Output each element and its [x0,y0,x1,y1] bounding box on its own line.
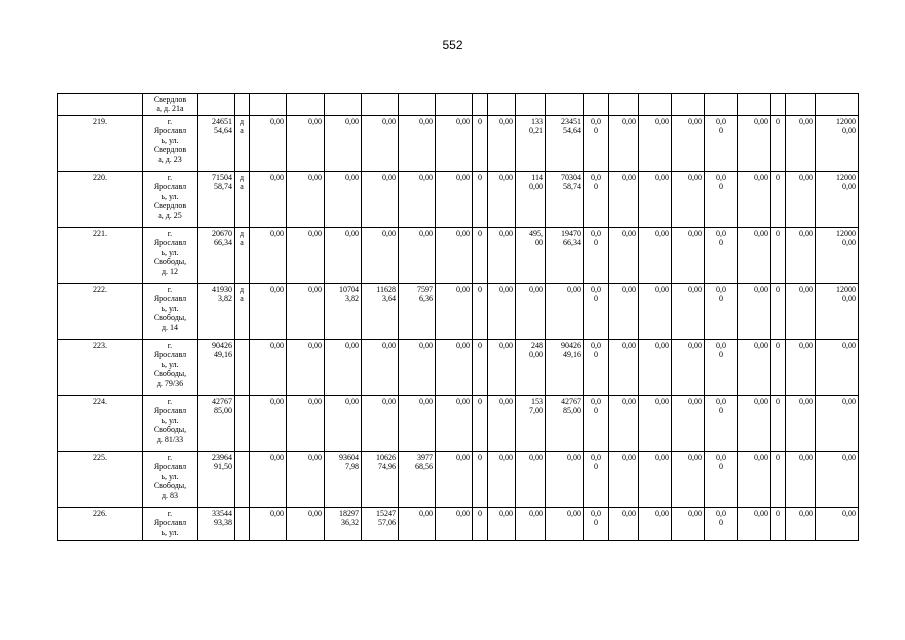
value-cell-c8: 3977 68,56 [399,452,436,508]
value-cell-c5: 0,00 [287,452,325,508]
table-row [58,452,859,508]
value-cell-c14: 0,0 0 [584,228,609,284]
value-cell-c19: 0,00 [738,284,771,340]
value-cell-c22: 0,00 [816,452,859,508]
value-cell-c21: 0,00 [786,396,816,452]
value-cell-c10: 0 [473,396,488,452]
value-cell-c6: 10704 3,82 [325,284,362,340]
value-cell-c18: 0,0 0 [705,172,738,228]
value-cell-c17: 0,00 [672,228,705,284]
data-table [57,93,859,541]
value-cell-c4: 0,00 [250,340,287,396]
value-cell-c16: 0,00 [639,340,672,396]
value-cell-c2: 33544 93,38 [198,508,235,541]
value-cell-c20: 0 [771,340,786,396]
value-cell-c2: 71504 58,74 [198,172,235,228]
value-cell-c11: 0,00 [488,508,516,541]
value-cell-c17: 0,00 [672,116,705,172]
address-cell: г. Ярославл ь, ул. Свободы, д. 14 [143,284,198,340]
value-cell-c2: 23964 91,50 [198,452,235,508]
value-cell-c10: 0 [473,172,488,228]
table-row [58,508,859,541]
value-cell-c14: 0,0 0 [584,452,609,508]
value-cell-c10: 0 [473,116,488,172]
value-cell-c3 [235,508,250,541]
value-cell-c20: 0 [771,396,786,452]
table-row [58,284,859,340]
value-cell-c4: 0,00 [250,172,287,228]
value-cell-c6: 18297 36,32 [325,508,362,541]
value-cell-c15: 0,00 [609,452,639,508]
value-cell-c12: 248 0,00 [516,340,546,396]
value-cell-c2: 24651 54,64 [198,116,235,172]
address-cell: г. Ярославл ь, ул. Свободы, д. 81/33 [143,396,198,452]
value-cell-c19: 0,00 [738,508,771,541]
address-cell: Свердлов а, д. 21а [143,94,198,116]
value-cell-c7: 15247 57,06 [362,508,399,541]
value-cell-c7: 0,00 [362,340,399,396]
value-cell-c13: 0,00 [546,284,584,340]
row-number-cell: 226. [58,508,143,541]
value-cell-c17: 0,00 [672,396,705,452]
value-cell-c18: 0,0 0 [705,452,738,508]
row-number-cell: 222. [58,284,143,340]
value-cell-c12: 153 7,00 [516,396,546,452]
value-cell-c13: 42767 85,00 [546,396,584,452]
value-cell-c9: 0,00 [436,116,473,172]
value-cell-c6: 93604 7,98 [325,452,362,508]
address-cell: г. Ярославл ь, ул. Свободы, д. 79/36 [143,340,198,396]
value-cell-c17: 0,00 [672,452,705,508]
value-cell-c7: 0,00 [362,116,399,172]
value-cell-c8: 0,00 [399,172,436,228]
value-cell-c6: 0,00 [325,172,362,228]
value-cell-c6: 0,00 [325,116,362,172]
value-cell-c15: 0,00 [609,116,639,172]
value-cell-c5: 0,00 [287,284,325,340]
value-cell-c3 [235,396,250,452]
value-cell-c5: 0,00 [287,508,325,541]
value-cell-c10: 0 [473,340,488,396]
value-cell-c5: 0,00 [287,340,325,396]
value-cell-c22: 0,00 [816,340,859,396]
value-cell-c13: 23451 54,64 [546,116,584,172]
value-cell-c11: 0,00 [488,284,516,340]
value-cell-c21: 0,00 [786,228,816,284]
value-cell-c13: 90426 49,16 [546,340,584,396]
value-cell-c9: 0,00 [436,396,473,452]
value-cell-c10: 0 [473,228,488,284]
value-cell-c19: 0,00 [738,452,771,508]
value-cell-c16: 0,00 [639,508,672,541]
value-cell-c8: 0,00 [399,508,436,541]
value-cell-c6: 0,00 [325,396,362,452]
value-cell-c15: 0,00 [609,508,639,541]
value-cell-c12: 114 0,00 [516,172,546,228]
value-cell-c4: 0,00 [250,452,287,508]
value-cell-c4: 0,00 [250,508,287,541]
value-cell-c16: 0,00 [639,396,672,452]
value-cell-c7: 0,00 [362,172,399,228]
value-cell-c19: 0,00 [738,172,771,228]
value-cell-c9: 0,00 [436,508,473,541]
value-cell-c12: 0,00 [516,452,546,508]
value-cell-c21: 0,00 [786,116,816,172]
carryover-row [58,94,859,116]
value-cell-c21: 0,00 [786,508,816,541]
value-cell-c2: 90426 49,16 [198,340,235,396]
value-cell-c18: 0,0 0 [705,116,738,172]
value-cell-c21: 0,00 [786,340,816,396]
table-row [58,340,859,396]
value-cell-c17: 0,00 [672,340,705,396]
value-cell-c20: 0 [771,172,786,228]
address-cell: г. Ярославл ь, ул. [143,508,198,541]
value-cell-c18: 0,0 0 [705,340,738,396]
value-cell-c11: 0,00 [488,116,516,172]
value-cell-c22: 0,00 [816,508,859,541]
value-cell-c22: 12000 0,00 [816,228,859,284]
value-cell-c11: 0,00 [488,340,516,396]
table-row [58,228,859,284]
value-cell-c3 [235,452,250,508]
value-cell-c13: 19470 66,34 [546,228,584,284]
value-cell-c11: 0,00 [488,172,516,228]
row-number-cell: 225. [58,452,143,508]
value-cell-c4: 0,00 [250,396,287,452]
value-cell-c13: 70304 58,74 [546,172,584,228]
value-cell-c22: 0,00 [816,396,859,452]
value-cell-c10: 0 [473,452,488,508]
value-cell-c14: 0,0 0 [584,508,609,541]
value-cell-c17: 0,00 [672,508,705,541]
value-cell-c2: 20670 66,34 [198,228,235,284]
value-cell-c4: 0,00 [250,228,287,284]
value-cell-c14: 0,0 0 [584,284,609,340]
row-number-cell: 220. [58,172,143,228]
value-cell-c15: 0,00 [609,284,639,340]
value-cell-c16: 0,00 [639,228,672,284]
value-cell-c19: 0,00 [738,228,771,284]
value-cell-c20: 0 [771,116,786,172]
value-cell-c5: 0,00 [287,228,325,284]
value-cell-c8: 0,00 [399,228,436,284]
row-number-cell: 219. [58,116,143,172]
value-cell-c11: 0,00 [488,396,516,452]
value-cell-c3: д а [235,172,250,228]
value-cell-c9: 0,00 [436,284,473,340]
row-number-cell: 221. [58,228,143,284]
value-cell-c15: 0,00 [609,228,639,284]
value-cell-c4: 0,00 [250,116,287,172]
value-cell-c9: 0,00 [436,172,473,228]
value-cell-c13: 0,00 [546,452,584,508]
value-cell-c20: 0 [771,284,786,340]
value-cell-c16: 0,00 [639,284,672,340]
value-cell-c5: 0,00 [287,396,325,452]
value-cell-c12: 133 0,21 [516,116,546,172]
value-cell-c22: 12000 0,00 [816,116,859,172]
value-cell-c18: 0,0 0 [705,284,738,340]
value-cell-c11: 0,00 [488,452,516,508]
value-cell-c10: 0 [473,508,488,541]
value-cell-c8: 0,00 [399,116,436,172]
value-cell-c4: 0,00 [250,284,287,340]
value-cell-c9: 0,00 [436,228,473,284]
row-number-cell: 224. [58,396,143,452]
value-cell-c18: 0,0 0 [705,508,738,541]
value-cell-c3: д а [235,284,250,340]
value-cell-c15: 0,00 [609,172,639,228]
value-cell-c8: 7597 6,36 [399,284,436,340]
value-cell-c7: 0,00 [362,396,399,452]
value-cell-c3: д а [235,228,250,284]
value-cell-c21: 0,00 [786,452,816,508]
value-cell-c11: 0,00 [488,228,516,284]
value-cell-c8: 0,00 [399,396,436,452]
value-cell-c19: 0,00 [738,396,771,452]
value-cell-c19: 0,00 [738,340,771,396]
value-cell-c16: 0,00 [639,116,672,172]
value-cell-c21: 0,00 [786,284,816,340]
page-number: 552 [442,38,463,52]
value-cell-c7: 10626 74,96 [362,452,399,508]
value-cell-c5: 0,00 [287,172,325,228]
value-cell-c3 [235,340,250,396]
value-cell-c7: 11628 3,64 [362,284,399,340]
value-cell-c21: 0,00 [786,172,816,228]
value-cell-c12: 495, 00 [516,228,546,284]
value-cell-c2: 42767 85,00 [198,396,235,452]
value-cell-c14: 0,0 0 [584,396,609,452]
value-cell-c22: 12000 0,00 [816,284,859,340]
value-cell-c6: 0,00 [325,340,362,396]
address-cell: г. Ярославл ь, ул. Свердлов а, д. 25 [143,172,198,228]
value-cell-c17: 0,00 [672,172,705,228]
value-cell-c2: 41930 3,82 [198,284,235,340]
value-cell-c17: 0,00 [672,284,705,340]
table-row [58,172,859,228]
value-cell-c13: 0,00 [546,508,584,541]
no-cell [58,94,143,116]
value-cell-c16: 0,00 [639,452,672,508]
value-cell-c12: 0,00 [516,508,546,541]
value-cell-c14: 0,0 0 [584,340,609,396]
value-cell-c20: 0 [771,228,786,284]
address-cell: г. Ярославл ь, ул. Свердлов а, д. 23 [143,116,198,172]
value-cell-c9: 0,00 [436,452,473,508]
value-cell-c8: 0,00 [399,340,436,396]
row-number-cell: 223. [58,340,143,396]
value-cell-c20: 0 [771,452,786,508]
address-cell: г. Ярославл ь, ул. Свободы, д. 83 [143,452,198,508]
value-cell-c19: 0,00 [738,116,771,172]
value-cell-c15: 0,00 [609,396,639,452]
value-cell-c14: 0,0 0 [584,172,609,228]
value-cell-c6: 0,00 [325,228,362,284]
value-cell-c5: 0,00 [287,116,325,172]
value-cell-c20: 0 [771,508,786,541]
value-cell-c15: 0,00 [609,340,639,396]
value-cell-c10: 0 [473,284,488,340]
value-cell-c18: 0,0 0 [705,396,738,452]
address-cell: г. Ярославл ь, ул. Свободы, д. 12 [143,228,198,284]
value-cell-c3: д а [235,116,250,172]
value-cell-c12: 0,00 [516,284,546,340]
value-cell-c9: 0,00 [436,340,473,396]
value-cell-c18: 0,0 0 [705,228,738,284]
value-cell-c16: 0,00 [639,172,672,228]
table-row [58,396,859,452]
value-cell-c22: 12000 0,00 [816,172,859,228]
value-cell-c14: 0,0 0 [584,116,609,172]
table-row [58,116,859,172]
value-cell-c7: 0,00 [362,228,399,284]
